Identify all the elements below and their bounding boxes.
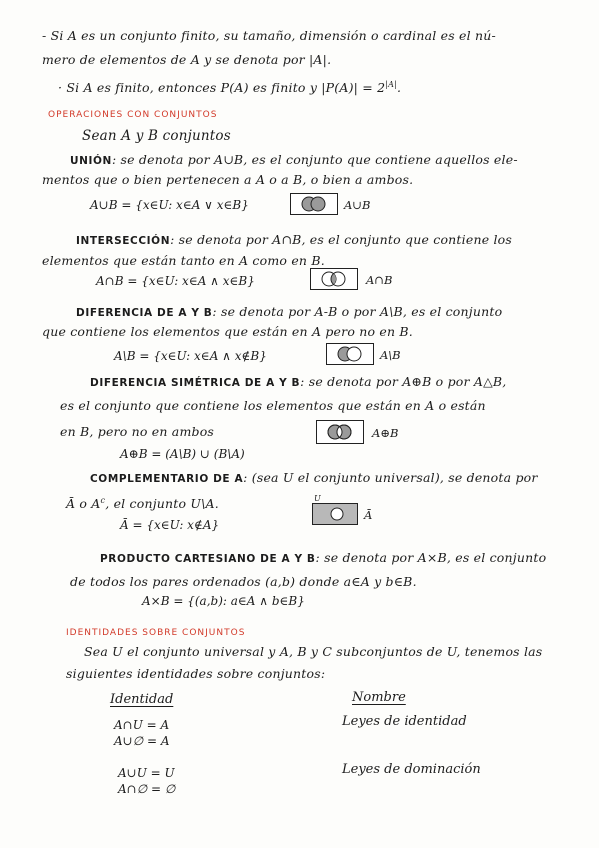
symdiff-formula: A⊕B = (A\B) ∪ (B\A) <box>120 447 245 461</box>
symdiff-line-1 <box>90 374 506 389</box>
intersection-venn-label: A∩B <box>366 273 393 287</box>
identity-row-2-name: Leyes de dominación <box>342 762 481 777</box>
intro-line-2: mero de elementos de A y se denota por |A|. <box>42 52 332 67</box>
intro-line-3-sup: |A| <box>385 80 398 89</box>
product-desc-1: : se denota por A×B, es el conjunto <box>315 550 547 565</box>
symdiff-line-3: en B, pero no en ambos <box>60 424 215 439</box>
name-column-header: Nombre <box>352 690 406 705</box>
intersection-line-2: elementos que están tanto en A como en B. <box>42 253 325 268</box>
intersection-formula: A∩B = {x∈U: x∈A ∧ x∈B} <box>96 274 255 288</box>
complement-keyword: COMPLEMENTARIO DE A <box>90 473 244 485</box>
union-keyword: UNIÓN <box>70 155 112 167</box>
operations-intro: Sean A y B conjuntos <box>82 128 231 144</box>
intersection-desc-1: : se denota por A∩B, es el conjunto que contiene los <box>170 232 513 247</box>
intro-line-3 <box>58 80 401 95</box>
section-heading-identities: IDENTIDADES SOBRE CONJUNTOS <box>66 628 246 638</box>
intro-line-3-end: . <box>397 80 402 96</box>
complement-desc-1: : (sea U el conjunto universal), se denota por <box>243 470 538 485</box>
product-keyword: PRODUCTO CARTESIANO DE A Y B <box>100 553 316 565</box>
symdiff-keyword: DIFERENCIA SIMÉTRICA DE A Y B <box>90 377 301 389</box>
identity-row-2-a: A∪U = U <box>118 766 175 780</box>
union-line-1 <box>70 152 518 167</box>
identity-column-header: Identidad <box>110 692 174 707</box>
intersection-line-1 <box>76 232 512 247</box>
complement-line-2 <box>66 496 219 511</box>
difference-line-1 <box>76 304 502 319</box>
product-line-2: de todos los pares ordenados (a,b) donde a∈A y b∈B. <box>70 574 417 589</box>
complement-sup: c <box>100 496 106 505</box>
identities-intro-1: Sea U el conjunto universal y A, B y C subconjuntos de U, tenemos las <box>84 644 543 659</box>
complement-desc-2: Ā o A <box>66 496 101 512</box>
intersection-venn-diagram <box>310 268 358 290</box>
product-line-1 <box>100 550 546 565</box>
complement-venn-diagram <box>312 503 358 525</box>
difference-line-2: que contiene los elementos que están en A pero no en B. <box>42 324 413 339</box>
complement-formula: Ā = {x∈U: x∉A} <box>120 518 220 532</box>
symdiff-line-2: es el conjunto que contiene los elementos que están en A o están <box>60 398 486 413</box>
product-formula: A×B = {(a,b): a∈A ∧ b∈B} <box>142 594 305 608</box>
difference-formula: A\B = {x∈U: x∈A ∧ x∉B} <box>114 349 267 363</box>
complement-universe-label: U <box>314 494 321 503</box>
intersection-keyword: INTERSECCIÓN <box>76 235 171 247</box>
difference-venn-diagram <box>326 343 374 365</box>
identity-row-1-a: A∩U = A <box>114 718 170 732</box>
union-desc-1: : se denota por A∪B, es el conjunto que contiene aquellos ele- <box>111 152 518 167</box>
intro-line-1: - Si A es un conjunto finito, su tamaño, dimensión o cardinal es el nú- <box>42 28 496 43</box>
identities-intro-2: siguientes identidades sobre conjuntos: <box>66 666 326 681</box>
complement-venn-label: Ā <box>364 508 373 522</box>
symdiff-desc-1: : se denota por A⊕B o por A△B, <box>300 374 507 389</box>
symdiff-venn-label: A⊕B <box>372 426 399 440</box>
union-formula: A∪B = {x∈U: x∈A ∨ x∈B} <box>90 198 249 212</box>
union-venn-label: A∪B <box>344 198 371 212</box>
union-line-2: mentos que o bien pertenecen a A o a B, o bien a ambos. <box>42 172 414 187</box>
identity-row-1-name: Leyes de identidad <box>342 714 467 729</box>
difference-desc-1: : se denota por A-B o por A\B, es el conjunto <box>212 304 503 319</box>
identity-row-1-b: A∪∅ = A <box>114 734 170 748</box>
union-venn-diagram <box>290 193 338 215</box>
identity-row-2-b: A∩∅ = ∅ <box>118 782 176 796</box>
intro-line-3-text: · Si A es finito, entonces P(A) es finito y |P(A)| = 2 <box>58 80 386 96</box>
difference-keyword: DIFERENCIA DE A Y B <box>76 307 213 319</box>
complement-line-1 <box>90 470 538 485</box>
complement-desc-2b: , el conjunto U\A. <box>105 496 219 512</box>
difference-venn-label: A\B <box>380 348 401 362</box>
symdiff-venn-diagram <box>316 420 364 444</box>
section-heading-operations: OPERACIONES CON CONJUNTOS <box>48 110 218 120</box>
